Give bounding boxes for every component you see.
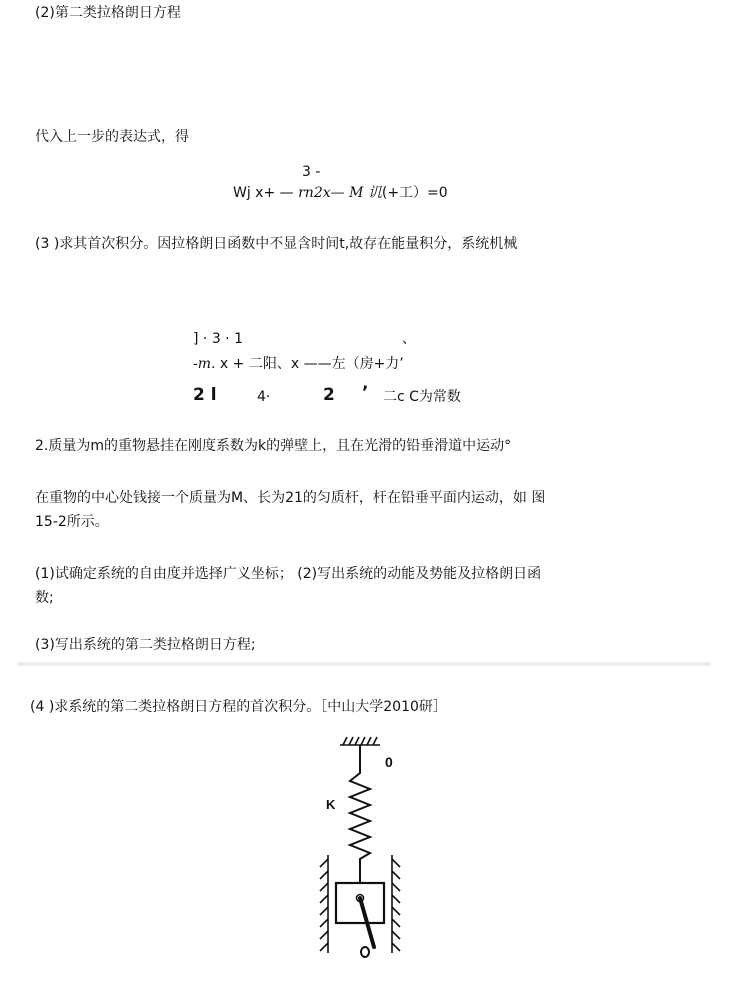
right-guide-rail	[392, 855, 400, 953]
heading: (2)第二类拉格朗日方程	[35, 5, 181, 21]
spring-mass-figure	[310, 733, 420, 959]
spring	[350, 745, 370, 883]
equation-2-mark: 、	[402, 331, 416, 347]
equation-2-part-a: -m.	[193, 356, 216, 372]
question-1-line-2: 数;	[35, 590, 54, 606]
equation-2-tail: 二c C为常数	[383, 389, 461, 405]
paragraph-line-2: 15-2所示。	[35, 514, 109, 530]
equation-2-frac-c: 2	[323, 385, 335, 405]
ceiling-support	[340, 737, 380, 745]
equation-2-line-2	[193, 355, 404, 373]
equation-1-line-2	[233, 184, 448, 202]
substitute-text: 代入上一步的表达式，得	[35, 129, 189, 145]
equation-2-frac-b: 4·	[257, 389, 271, 405]
equation-2-frac-a: 2 l	[193, 385, 217, 405]
equation-1-part-c: (+工）=0	[381, 185, 448, 201]
equation-2-prime: ’	[362, 383, 369, 403]
paragraph-line-1: 在重物的中心处钱接一个质量为M、长为21的匀质杆，杆在铅垂平面内运动，如 图	[35, 490, 546, 506]
equation-2-line-1: ] · 3 · 1	[193, 331, 243, 347]
rod-end	[361, 947, 369, 957]
problem-2-text: 2.质量为m的重物悬挂在刚度系数为k的弹壁上，且在光滑的铅垂滑道中运动°	[35, 438, 512, 454]
equation-1-part-a: Wj x+ —	[233, 185, 299, 201]
equation-2-part-b: x + 二阳、x ——左（房+力’	[215, 356, 404, 372]
equation-1-part-b: rn2x— M 讥	[298, 185, 382, 201]
question-3-text: (3)写出系统的第二类拉格朗日方程;	[35, 637, 256, 653]
page-divider	[18, 662, 710, 666]
left-guide-rail	[320, 855, 328, 953]
question-4-text: (4 )求系统的第二类拉格朗日方程的首次积分。［中山大学2010研］	[30, 699, 447, 715]
label-k: K	[326, 797, 336, 812]
equation-1-line-1: 3 -	[302, 164, 321, 180]
question-1-line-1: (1)试确定系统的自由度并选择广义坐标； (2)写出系统的动能及势能及拉格朗日函	[35, 566, 542, 582]
step-3-text: (3 )求其首次积分。因拉格朗日函数中不显含时间t,故存在能量积分，系统机械	[35, 236, 518, 252]
label-o: 0	[385, 754, 393, 770]
